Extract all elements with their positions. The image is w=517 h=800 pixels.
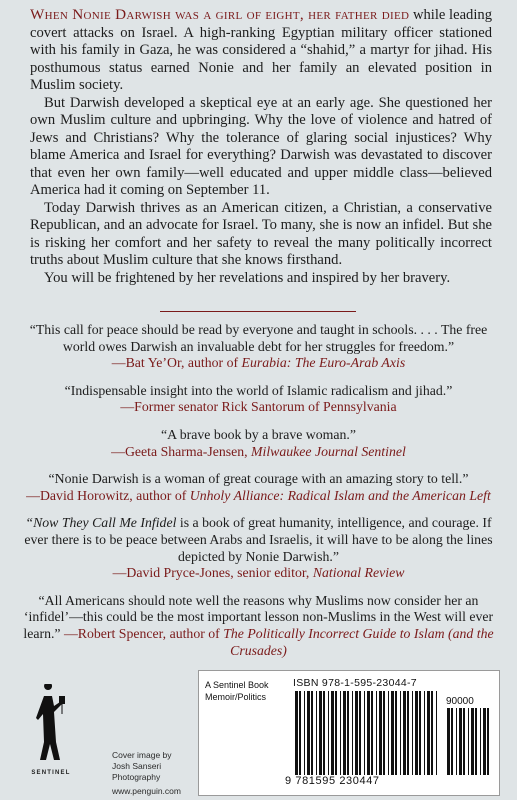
barcode-panel: [198, 670, 500, 796]
endorsement-attribution: —Former senator Rick Santorum of Pennsylvania: [120, 399, 397, 415]
imprint-line: A Sentinel Book: [205, 680, 269, 690]
publisher-wordmark: SENTINEL: [31, 770, 71, 776]
endorsement-4: [20, 471, 497, 504]
imprint-label: [205, 679, 285, 703]
barcode-digits: 9 781595 230447: [285, 775, 380, 787]
endorsement-attribution: [111, 444, 406, 459]
cover-blurb: [30, 6, 492, 287]
endorsement-text: “Indispensable insight into the world of Islamic radicalism and jihad.”: [64, 382, 453, 398]
book-title: “Now They Call Me Infidel: [25, 515, 177, 531]
attribution-name: —Robert Spencer, author of: [60, 625, 224, 641]
blurb-paragraph-2: But Darwish developed a skeptical eye at an early age. She questioned her own Muslim culture and upbringing. Why the love of violence and hatred of Jews and Christians? Why the tolerance of glaring social injustices? Why blame America and Israel for everything? Darwish was devastated to discover that even her own family—well educated and upper middle class—believed America had it coming on September 11.: [30, 94, 492, 198]
endorsement-2: [20, 383, 497, 416]
price-code: 90000: [446, 696, 474, 707]
cover-credit-line: Josh Sanseri Photography: [112, 761, 162, 782]
endorsement-3: [20, 427, 497, 460]
endorsement-text: “Nonie Darwish is a woman of great courage with an amazing story to tell.”: [48, 471, 469, 487]
cover-credit: [112, 750, 202, 783]
endorsements: [20, 322, 497, 670]
attribution-work: National Review: [312, 565, 405, 581]
endorsement-text: “All Americans should note well the reasons why Muslims now consider her an ‘infidel’—this could be the most important lesson non-Muslims in the West will ever learn.”: [23, 592, 494, 641]
divider-rule: [160, 311, 356, 312]
attribution-work: Eurabia: The Euro-Arab Axis: [241, 355, 406, 371]
endorsement-text: “A brave book by a brave woman.”: [160, 426, 356, 442]
endorsement-attribution: [26, 488, 491, 503]
endorsement-6: [20, 593, 497, 659]
attribution-work: Milwaukee Journal Sentinel: [251, 443, 406, 459]
isbn-text: ISBN 978-1-595-23044-7: [293, 677, 417, 689]
endorsement-attribution: [61, 626, 494, 658]
isbn-barcode-icon: [293, 691, 441, 775]
attribution-work: Unholy Alliance: Radical Islam and the American Left: [189, 487, 491, 503]
endorsement-text: “This call for peace should be read by everyone and taught in schools. . . . The free world owes Darwish an invaluable debt for her struggles for freedom.”: [29, 322, 488, 354]
attribution-work: The Politically Incorrect Guide to Islam (and the Crusades): [223, 625, 494, 658]
blurb-paragraph-1: [30, 6, 492, 95]
blurb-paragraph-1-text: while leading covert attacks on Israel. A high-ranking Egyptian military officer stationed with his family in Gaza, he was considered a “shahid,” a martyr for jihad. His posthumous status earned Nonie and her family an elevated position in Muslim society.: [30, 7, 492, 93]
endorsement-5: [20, 515, 497, 581]
imprint-line: Memoir/Politics: [205, 692, 267, 702]
endorsement-text: is a book of great humanity, intelligence, and courage. If ever there is to be peace between Arabs and Israelis, it will have to be along the lines depicted by Nonie Darwish.”: [24, 515, 493, 564]
endorsement-attribution: [113, 565, 405, 580]
publisher-website: www.penguin.com: [112, 786, 181, 796]
blurb-lead-caps: When Nonie Darwish was a girl of eight, her father died: [30, 6, 410, 23]
blurb-paragraph-4: You will be frightened by her revelations and inspired by her bravery.: [44, 269, 451, 286]
endorsement-1: [20, 322, 497, 372]
endorsement-attribution: [112, 355, 405, 370]
blurb-paragraph-3: Today Darwish thrives as an American citizen, a Christian, a conservative Republican, and an advocate for Israel. To many, she is now an infidel. But she is risking her comfort and her safety to reveal the many politically incorrect truths about Muslim culture that she knows firsthand.: [30, 199, 492, 268]
attribution-name: —Bat Ye’Or, author of: [111, 355, 242, 371]
price-barcode-icon: [445, 708, 493, 775]
sentinel-logo-icon: [30, 684, 70, 764]
attribution-name: —David Pryce-Jones, senior editor,: [112, 565, 313, 581]
cover-credit-line: Cover image by: [112, 750, 172, 760]
attribution-name: —Geeta Sharma-Jensen,: [111, 443, 252, 459]
attribution-name: —David Horowitz, author of: [26, 487, 190, 503]
